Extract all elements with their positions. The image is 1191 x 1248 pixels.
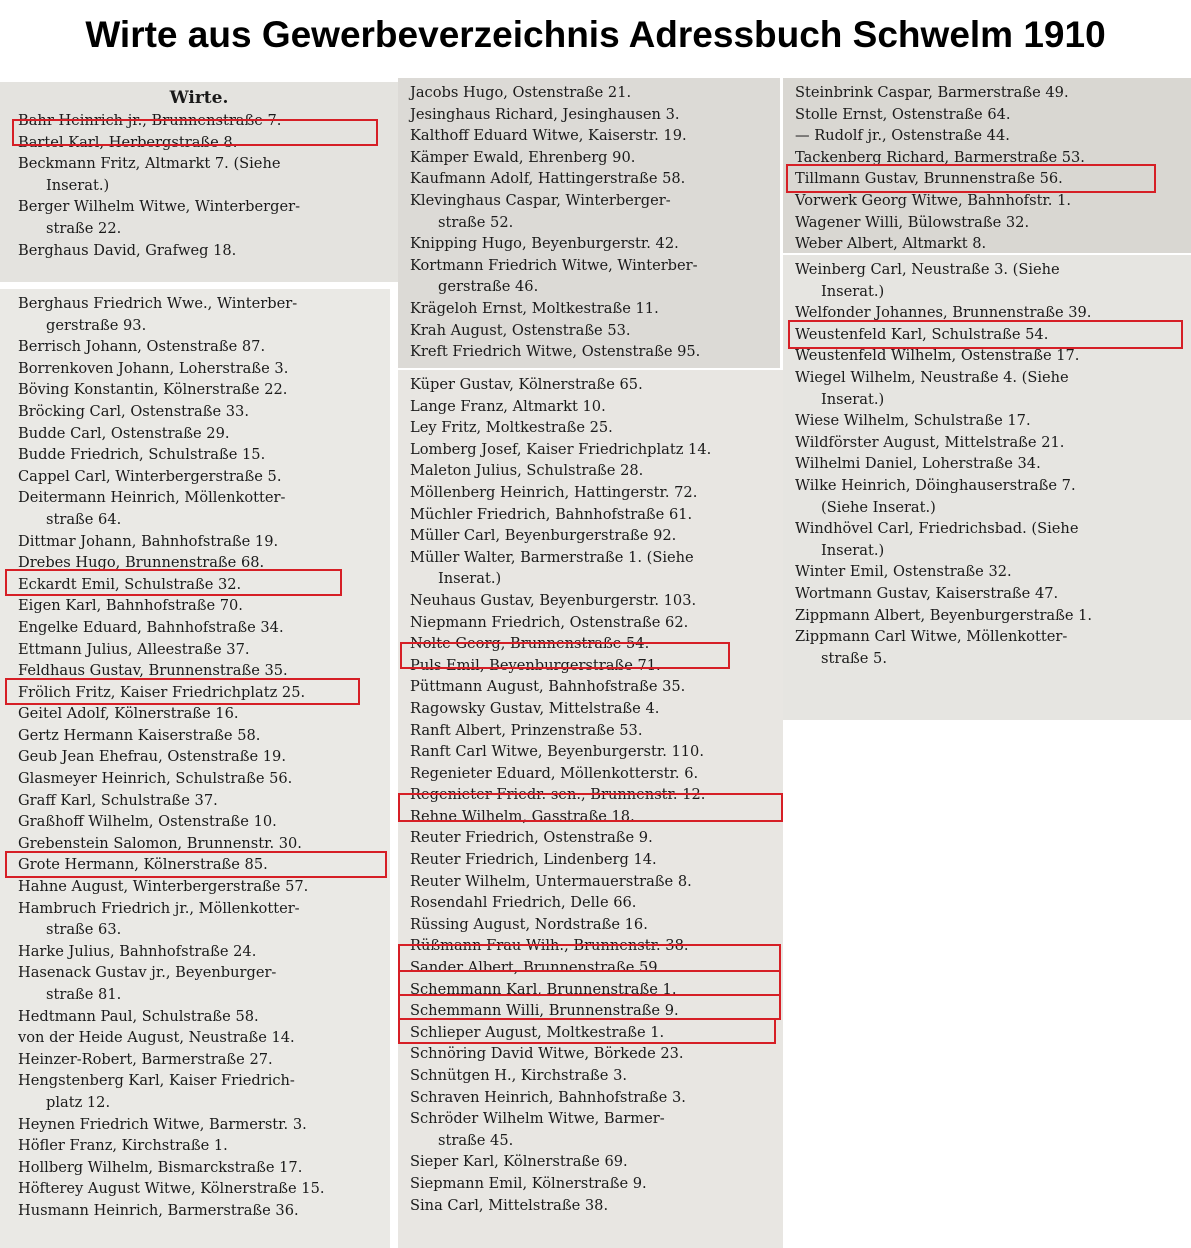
list-item: Hengstenberg Karl, Kaiser Friedrich- (18, 1072, 295, 1090)
list-item: Rehne Wilhelm, Gasstraße 18. (410, 807, 635, 825)
list-item: Windhövel Carl, Friedrichsbad. (Siehe (795, 520, 1079, 538)
list-item: Geitel Adolf, Kölnerstraße 16. (18, 705, 239, 723)
clip-wirte-heading (0, 82, 398, 282)
list-item: Heinzer-Robert, Barmerstraße 27. (18, 1050, 273, 1068)
list-item: Feldhaus Gustav, Brunnenstraße 35. (18, 662, 288, 680)
list-item: Jacobs Hugo, Ostenstraße 21. (410, 84, 632, 101)
list-item: Lange Franz, Altmarkt 10. (410, 397, 606, 415)
list-item: Rüßmann Frau Wilh., Brunnenstr. 38. (410, 937, 689, 955)
list-item: Graßhoff Wilhelm, Ostenstraße 10. (18, 813, 277, 831)
list-item: Hahne August, Winterbergerstraße 57. (18, 878, 309, 896)
clip-w-to-z (783, 255, 1191, 720)
list-item: Niepmann Friedrich, Ostenstraße 62. (410, 613, 689, 631)
list-item: Schemmann Willi, Brunnenstraße 9. (410, 1002, 679, 1020)
list-item: Müller Carl, Beyenburgerstraße 92. (410, 527, 677, 545)
list-item: Dittmar Johann, Bahnhofstraße 19. (18, 532, 279, 550)
list-item-continuation: Inserat.) (438, 570, 502, 588)
list-item-continuation: straße 22. (46, 219, 122, 237)
list-item: Kämper Ewald, Ehrenberg 90. (410, 148, 636, 166)
list-item-continuation: straße 5. (821, 649, 887, 667)
list-item: Tackenberg Richard, Barmerstraße 53. (795, 148, 1085, 166)
list-item: Zippmann Carl Witwe, Möllenkotter- (795, 628, 1068, 646)
clip-k-to-s (398, 370, 783, 1248)
list-item: Berghaus David, Grafweg 18. (18, 241, 237, 259)
page-title: Wirte aus Gewerbeverzeichnis Adressbuch Schwelm 1910 (85, 14, 1106, 55)
list-item: Stolle Ernst, Ostenstraße 64. (795, 105, 1011, 123)
list-item: Sander Albert, Brunnenstraße 59. (410, 959, 663, 977)
list-item: Bartel Karl, Herbergstraße 8. (18, 133, 238, 151)
list-item: Wagener Willi, Bülowstraße 32. (795, 213, 1030, 231)
list-item: Sieper Karl, Kölnerstraße 69. (410, 1153, 628, 1171)
list-item: Harke Julius, Bahnhofstraße 24. (18, 942, 257, 960)
list-item: Wilke Heinrich, Döinghauserstraße 7. (795, 476, 1076, 494)
list-item: Hedtmann Paul, Schulstraße 58. (18, 1007, 259, 1025)
list-item: Bröcking Carl, Ostenstraße 33. (18, 402, 249, 420)
list-item-continuation: gerstraße 93. (46, 316, 147, 334)
list-item-continuation: straße 52. (438, 213, 514, 231)
list-item: Eigen Karl, Bahnhofstraße 70. (18, 597, 243, 615)
list-item: Steinbrink Caspar, Barmerstraße 49. (795, 84, 1069, 101)
list-item: Jesinghaus Richard, Jesinghausen 3. (410, 105, 680, 123)
list-item: Berghaus Friedrich Wwe., Winterber- (18, 295, 298, 312)
list-item: Kreft Friedrich Witwe, Ostenstraße 95. (410, 343, 701, 361)
list-item: Beckmann Fritz, Altmarkt 7. (Siehe (18, 155, 281, 173)
list-item: Schemmann Karl, Brunnenstraße 1. (410, 980, 677, 998)
list-item: Welfonder Johannes, Brunnenstraße 39. (795, 304, 1092, 322)
list-item: Budde Carl, Ostenstraße 29. (18, 424, 230, 442)
list-item: Heynen Friedrich Witwe, Barmerstr. 3. (18, 1115, 307, 1133)
list-item: Weustenfeld Karl, Schulstraße 54. (795, 325, 1049, 343)
list-item: Kaufmann Adolf, Hattingerstraße 58. (410, 170, 686, 188)
list-item: Ley Fritz, Moltkestraße 25. (410, 419, 613, 437)
list-item: Wilhelmi Daniel, Loherstraße 34. (795, 455, 1041, 473)
list-item: Sina Carl, Mittelstraße 38. (410, 1196, 609, 1214)
list-item: Regenieter Friedr. sen., Brunnenstr. 12. (410, 786, 706, 804)
list-item: Knipping Hugo, Beyenburgerstr. 42. (410, 235, 679, 253)
list-item: Schraven Heinrich, Bahnhofstraße 3. (410, 1088, 686, 1106)
list-item-continuation: Inserat.) (821, 282, 885, 300)
list-item: Rosendahl Friedrich, Delle 66. (410, 894, 637, 912)
list-item: Schröder Wilhelm Witwe, Barmer- (410, 1110, 665, 1128)
list-item: Siepmann Emil, Kölnerstraße 9. (410, 1174, 647, 1192)
list-item: Wortmann Gustav, Kaiserstraße 47. (795, 584, 1059, 602)
list-item: Ragowsky Gustav, Mittelstraße 4. (410, 699, 660, 717)
list-item: Wildförster August, Mittelstraße 21. (795, 433, 1065, 451)
list-item: Ranft Carl Witwe, Beyenburgerstr. 110. (410, 743, 704, 761)
list-item: Kortmann Friedrich Witwe, Winterber- (410, 256, 698, 274)
list-item: Püttmann August, Bahnhofstraße 35. (410, 678, 686, 696)
list-item-continuation: straße 64. (46, 510, 122, 528)
list-item: Geub Jean Ehefrau, Ostenstraße 19. (18, 748, 286, 766)
list-item: Schnütgen H., Kirchstraße 3. (410, 1067, 627, 1084)
list-item: Klevinghaus Caspar, Winterberger- (410, 191, 671, 209)
list-item-continuation: (Siehe Inserat.) (821, 498, 936, 516)
list-item: Wiegel Wilhelm, Neustraße 4. (Siehe (795, 368, 1069, 386)
list-item-continuation: straße 81. (46, 986, 122, 1003)
list-item: Hambruch Friedrich jr., Möllenkotter- (18, 899, 300, 917)
list-item: Glasmeyer Heinrich, Schulstraße 56. (18, 770, 293, 788)
list-item: Ettmann Julius, Alleestraße 37. (18, 640, 250, 658)
list-item: Müchler Friedrich, Bahnhofstraße 61. (410, 505, 693, 523)
list-item-continuation: Inserat.) (821, 390, 885, 408)
list-item: Reuter Friedrich, Lindenberg 14. (410, 851, 657, 869)
list-item: — Rudolf jr., Ostenstraße 44. (795, 127, 1010, 145)
list-item: Nolte Georg, Brunnenstraße 54. (410, 635, 650, 653)
list-item-continuation: gerstraße 46. (438, 278, 539, 296)
list-item: Lomberg Josef, Kaiser Friedrichplatz 14. (410, 440, 712, 458)
list-item: Kalthoff Eduard Witwe, Kaiserstr. 19. (410, 127, 687, 145)
list-item: Schnöring David Witwe, Börkede 23. (410, 1045, 684, 1063)
list-item: Grote Hermann, Kölnerstraße 85. (18, 856, 268, 874)
list-item: Weinberg Carl, Neustraße 3. (Siehe (795, 261, 1060, 278)
list-item: Winter Emil, Ostenstraße 32. (795, 563, 1012, 581)
list-item: Reuter Wilhelm, Untermauerstraße 8. (410, 872, 692, 890)
list-item-continuation: straße 63. (46, 921, 122, 939)
list-item: Rüssing August, Nordstraße 16. (410, 915, 648, 933)
list-item: Krägeloh Ernst, Moltkestraße 11. (410, 299, 659, 317)
list-item: Regenieter Eduard, Möllenkotterstr. 6. (410, 764, 699, 782)
list-item: Zippmann Albert, Beyenburgerstraße 1. (795, 606, 1093, 624)
list-item-continuation: platz 12. (46, 1093, 111, 1111)
list-item: Krah August, Ostenstraße 53. (410, 321, 631, 339)
list-item: Höfterey August Witwe, Kölnerstraße 15. (18, 1180, 325, 1198)
list-item: Engelke Eduard, Bahnhofstraße 34. (18, 618, 284, 636)
section-heading: Wirte. (169, 88, 229, 108)
list-item: Höfler Franz, Kirchstraße 1. (18, 1137, 228, 1155)
list-item: Hollberg Wilhelm, Bismarckstraße 17. (18, 1158, 303, 1176)
list-item: Hasenack Gustav jr., Beyenburger- (18, 964, 277, 982)
clip-j-to-k (398, 78, 780, 368)
list-item-continuation: Inserat.) (46, 176, 110, 194)
list-item: Möllenberg Heinrich, Hattingerstr. 72. (410, 483, 698, 501)
list-item: Drebes Hugo, Brunnenstraße 68. (18, 554, 265, 572)
list-item: Böving Konstantin, Kölnerstraße 22. (18, 381, 288, 399)
list-item: Küper Gustav, Kölnerstraße 65. (410, 376, 643, 393)
list-item-continuation: Inserat.) (821, 541, 885, 559)
list-item: Neuhaus Gustav, Beyenburgerstr. 103. (410, 591, 697, 609)
list-item: Maleton Julius, Schulstraße 28. (410, 462, 644, 480)
list-item: Wiese Wilhelm, Schulstraße 17. (795, 412, 1031, 430)
list-item: Vorwerk Georg Witwe, Bahnhofstr. 1. (795, 191, 1072, 209)
list-item: Berger Wilhelm Witwe, Winterberger- (18, 198, 300, 216)
list-item: Frölich Fritz, Kaiser Friedrichplatz 25. (18, 683, 306, 701)
list-item: von der Heide August, Neustraße 14. (18, 1029, 295, 1047)
list-item: Cappel Carl, Winterbergerstraße 5. (18, 467, 282, 485)
list-item: Grebenstein Salomon, Brunnenstr. 30. (18, 834, 302, 852)
list-item: Weustenfeld Wilhelm, Ostenstraße 17. (795, 347, 1080, 365)
list-item: Eckardt Emil, Schulstraße 32. (18, 575, 242, 593)
list-item: Borrenkoven Johann, Loherstraße 3. (18, 359, 289, 377)
list-item: Puls Emil, Beyenburgerstraße 71. (410, 656, 661, 674)
list-item: Husmann Heinrich, Barmerstraße 36. (18, 1201, 299, 1219)
list-item: Tillmann Gustav, Brunnenstraße 56. (795, 170, 1063, 188)
clip-b-to-h (0, 289, 390, 1248)
list-item: Berrisch Johann, Ostenstraße 87. (18, 338, 266, 356)
list-item: Ranft Albert, Prinzenstraße 53. (410, 721, 643, 739)
list-item: Bahr Heinrich jr., Brunnenstraße 7. (18, 112, 282, 129)
list-item: Gertz Hermann Kaiserstraße 58. (18, 726, 261, 744)
list-item: Weber Albert, Altmarkt 8. (795, 235, 987, 253)
list-item: Reuter Friedrich, Ostenstraße 9. (410, 829, 653, 847)
list-item: Müller Walter, Barmerstraße 1. (Siehe (410, 548, 694, 566)
list-item: Deitermann Heinrich, Möllenkotter- (18, 489, 286, 507)
clip-s-to-w (783, 78, 1191, 253)
list-item: Budde Friedrich, Schulstraße 15. (18, 446, 266, 464)
list-item-continuation: straße 45. (438, 1131, 514, 1149)
list-item: Graff Karl, Schulstraße 37. (18, 791, 218, 809)
list-item: Schlieper August, Moltkestraße 1. (410, 1023, 665, 1041)
